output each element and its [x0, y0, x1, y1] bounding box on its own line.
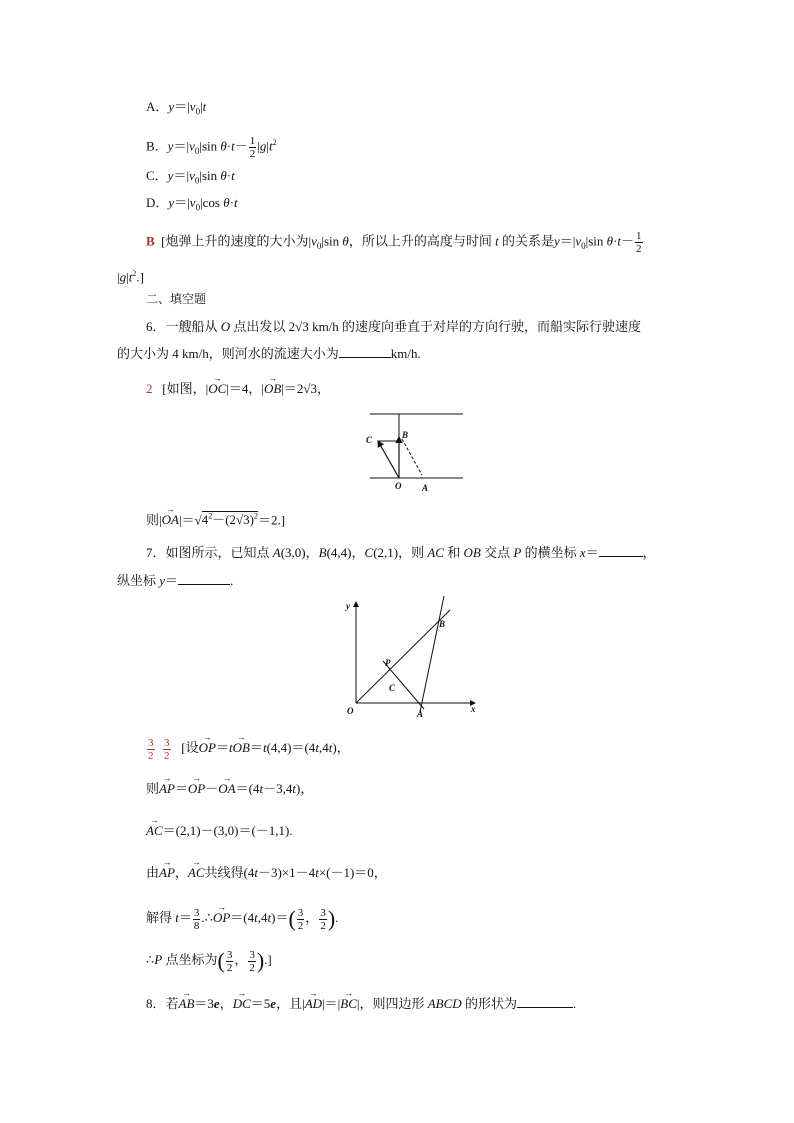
answer-5-letter: B: [146, 233, 155, 249]
option-b: B．$y=|v_0|\sin$ θ·t－ $\frac{1}{2}$ $|g|t^2$: [146, 134, 277, 160]
option-a: A．$y=|v_0|t$: [146, 99, 207, 117]
q7-solution-line3: → AC＝(2,1)－(3,0)＝(－1,1).: [146, 822, 293, 840]
q7-solution-line2: 则→ AP＝→ OP－→ OA＝(4t－3,4t)，: [146, 780, 313, 798]
q6-line1: 6．一艘船从 O 点出发以 2√3 km/h 的速度向垂直于对岸的方向行驶，而船实际行驶速度: [146, 319, 642, 334]
q7-label-p: P: [385, 658, 391, 668]
answer-5-line2: $|g|t^2$.]: [117, 269, 144, 285]
q7-coordinate-figure: [340, 596, 485, 721]
q6-answer: 2: [146, 381, 153, 396]
q7-label-o: O: [347, 706, 354, 716]
q6-label-c: C: [366, 435, 373, 445]
q7-label-a: A: [417, 709, 424, 719]
q6-label-o: O: [395, 481, 402, 491]
q7-solution-line1: $\frac{3}{2}$ $\frac{3}{2}$ [设→ OP＝t→ OB＝t(4,4)＝(4t,4t)，: [146, 733, 350, 763]
q7-label-c: C: [389, 683, 396, 693]
option-c: C．$y=|v_0|\sin$ θ·t: [146, 168, 235, 186]
section-title: 二、填空题: [146, 292, 207, 306]
q7-label-b: B: [439, 619, 446, 629]
q6-solution-line1: 2 [如图，|→ OC|＝4，|→ OB|＝2√3，: [146, 380, 330, 398]
q7-label-x: x: [471, 704, 476, 714]
q6-river-figure: [366, 405, 470, 495]
answer-5-line1: B [炮弹上升的速度的大小为$|v_0|\sin$ θ，所以上升的高度与时间 t 的关系是$y=|v_0|\sin$ θ·t－ $\frac{1}{2}$: [146, 230, 642, 255]
q7-solution-line6: ∴P 点坐标为( $\frac{3}{2}$ ， $\frac{3}{2}$ ).]: [146, 948, 272, 974]
q6-label-b: B: [402, 430, 409, 440]
q7-label-y: y: [346, 601, 350, 611]
q6-line2: 的大小为 4 km/h，则河水的流速大小为 km/h.: [117, 346, 421, 361]
q7-answer-y: $\frac{3}{2}$: [164, 736, 170, 762]
q6-solution-line2: 则|→ $OA|=√4^2-(2√3)^2=2$.]: [146, 508, 285, 529]
answer-5-frac-den: 2: [636, 243, 642, 255]
q7-line1: 7．如图所示，已知点 A(3,0)，B(4,4)，C(2,1)，则 AC 和 OB 交点 P 的横坐标 x＝ ，: [146, 545, 656, 560]
q7-line2: 纵坐标 y＝ .: [117, 573, 234, 588]
answer-5-frac-num: 1: [636, 230, 642, 242]
q8-line1: 8．若→ AB＝3e，→ DC＝5e，且|→ AD|＝|→ BC|，则四边形 ABCD 的形状为 .: [146, 995, 576, 1013]
q7-solution-line5: 解得 t＝ $\frac{3}{8}$ .∴→ OP＝(4t,4t)＝( $\frac{3}{2}$ ， $\frac{3}{2}$ ).: [146, 903, 338, 933]
q7-solution-line4: 由→ AP，→ AC共线得(4t－3)×1－4t×(－1)＝0，: [146, 864, 387, 882]
q6-label-a: A: [422, 483, 429, 493]
option-d: D．$y=|v_0|\cos$ θ·t: [146, 195, 238, 213]
q7-answer-x: $\frac{3}{2}$: [148, 736, 154, 762]
